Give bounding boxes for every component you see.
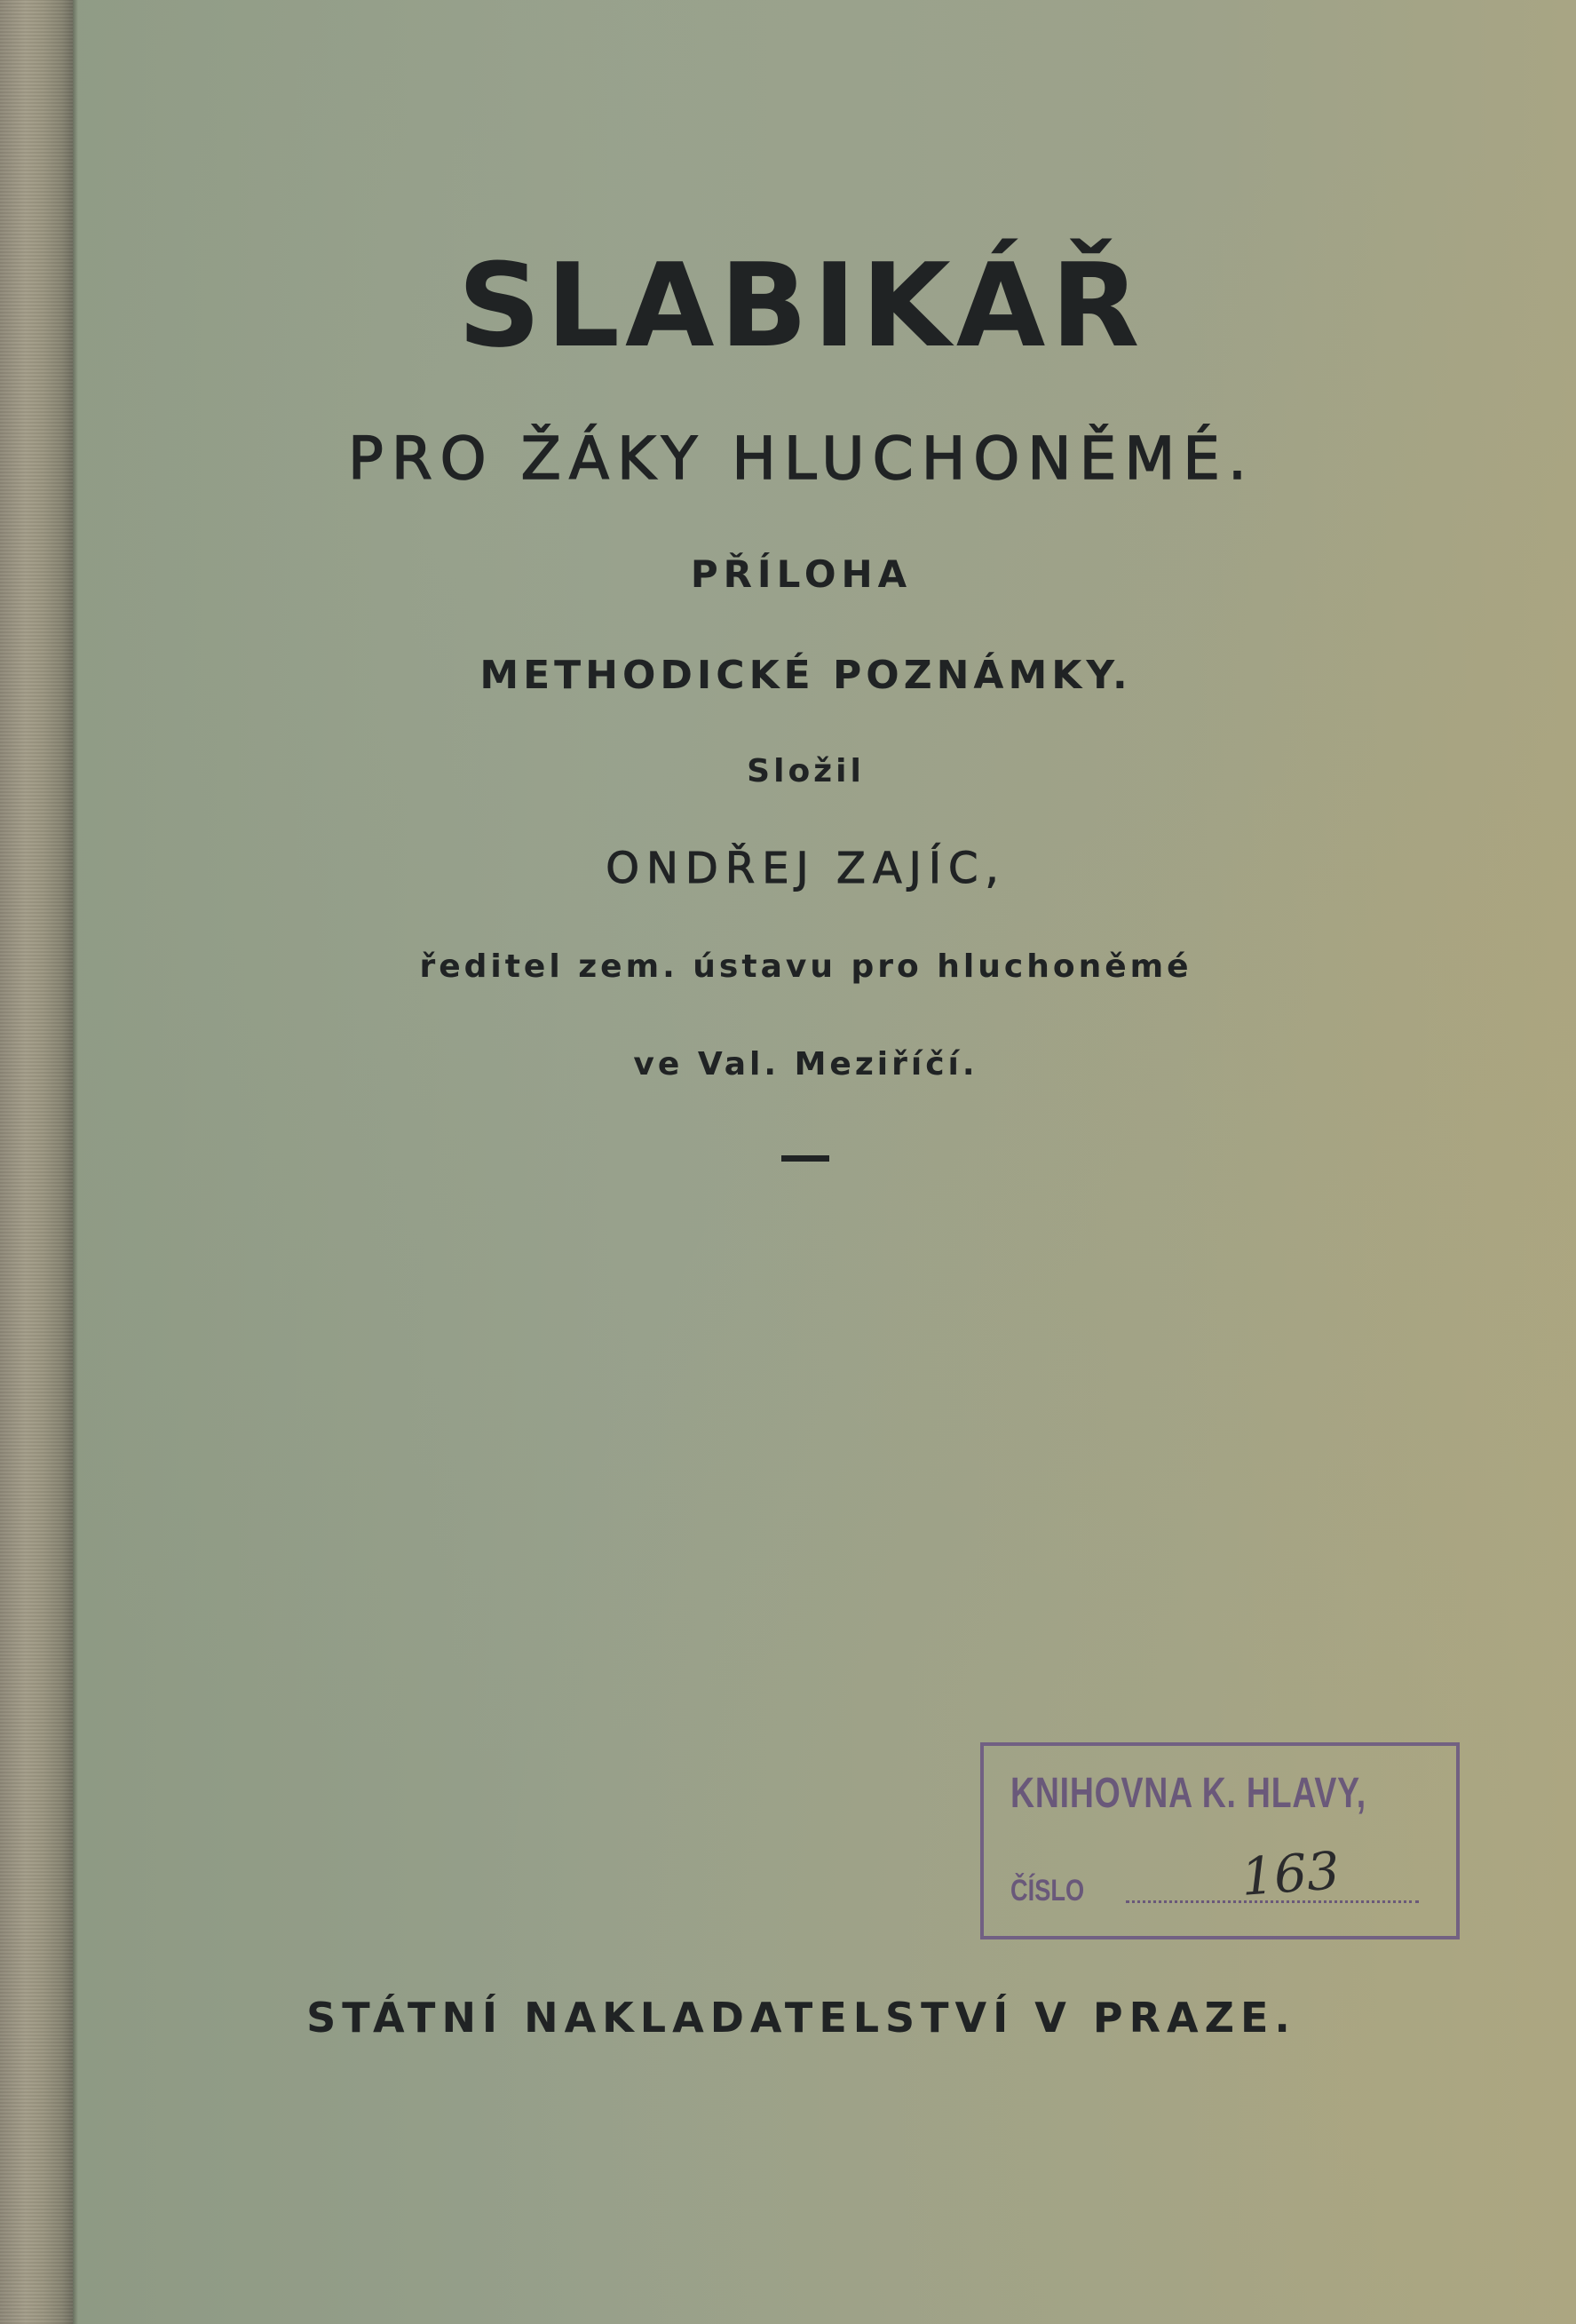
cover-subtitle: PRO ŽÁKY HLUCHONĚMÉ. xyxy=(348,424,1255,493)
stamp-library-name: KNIHOVNA K. HLAVY, xyxy=(1010,1770,1366,1817)
appendix-label: PŘÍLOHA xyxy=(690,552,913,596)
composed-by-label: Složil xyxy=(747,753,865,789)
author-name: ONDŘEJ ZAJÍC, xyxy=(606,844,1006,893)
stamp-handwritten-number: 163 xyxy=(1239,1840,1342,1908)
library-stamp xyxy=(980,1742,1460,1939)
separator-dash xyxy=(781,1155,829,1162)
cover-title: SLABIKÁŘ xyxy=(457,238,1145,373)
publisher-name: STÁTNÍ NAKLADATELSTVÍ V PRAZE. xyxy=(306,1994,1296,2042)
author-role: ředitel zem. ústavu pro hluchoněmé xyxy=(419,948,1192,985)
methodical-notes-label: METHODICKÉ POZNÁMKY. xyxy=(479,653,1132,698)
author-place: ve Val. Meziříčí. xyxy=(633,1046,978,1083)
stamp-number-label: ČÍSLO xyxy=(1010,1874,1085,1908)
